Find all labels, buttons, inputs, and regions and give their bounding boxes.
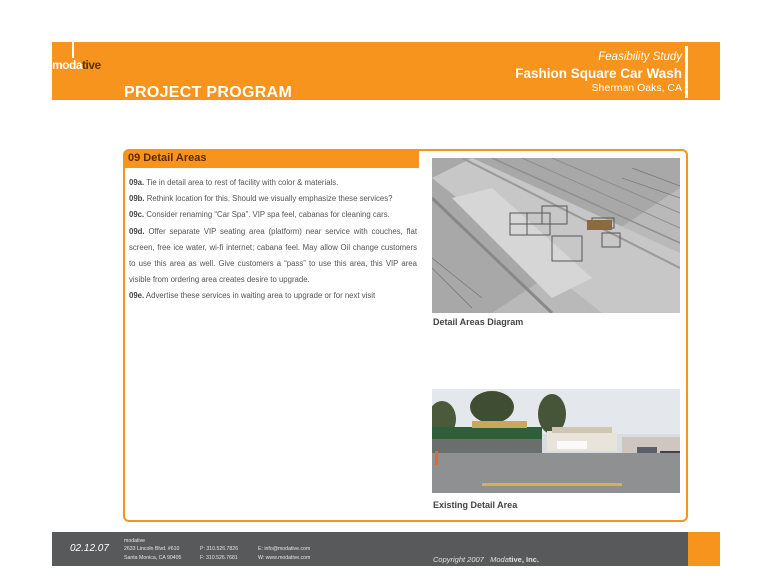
page-title: PROJECT PROGRAM [124,84,293,101]
footer-email[interactable]: E: info@modative.com [258,546,311,552]
note-label: 09c. [129,210,145,220]
section-title: 09 Detail Areas [128,152,207,164]
footer-address-2: Santa Monica, CA 90405 [124,555,182,561]
note-text: Advertise these services in waiting area to upgrade or for next visit [144,291,376,301]
note-label: 09e. [129,291,145,301]
copyright-text: Copyright 2007 [433,555,484,564]
footer-company: modative [124,538,146,544]
logo-part-1: moda [52,58,83,72]
note-item [129,224,417,289]
note-label: 09a. [129,178,145,187]
note-text: Tie in detail area to rest of facility with color & materials. [144,178,339,187]
note-label: 09b. [129,194,145,204]
footer-web[interactable]: W: www.modative.com [258,555,311,561]
note-text: Offer separate VIP seating area (platform) near service with couches, flat screen, free ice water, wi-fi internet; cabana feel. May allow Oil change customers to use this area as well. Give customers a “pass” to use this area, this VIP area visible from ordering area creates desire to upgrade. [129,226,417,285]
note-text: Consider renaming “Car Spa”. VIP spa feel, cabanas for cleaning cars. [144,210,390,220]
logo-part-2: tive [82,58,101,72]
modative-logo [52,58,101,72]
header-divider [72,42,74,58]
existing-caption: Existing Detail Area [433,500,518,510]
study-label: Feasibility Study [598,51,682,63]
footer-fax: F: 310.526.7681 [200,555,238,561]
project-location: Sherman Oaks, CA [591,82,682,94]
footer-copyright [433,555,539,564]
project-name: Fashion Square Car Wash [515,66,682,81]
note-item [129,207,417,223]
copyright-name-rest: tive, Inc. [508,555,539,564]
note-item [129,288,417,304]
copyright-name-italic: Moda [490,555,509,564]
note-text: Rethink location for this. Should we visually emphasize these services? [144,194,393,204]
diagram-caption: Detail Areas Diagram [433,317,524,327]
detail-areas-diagram-image [432,158,680,313]
footer-accent [688,532,720,566]
detail-notes [129,175,417,305]
footer-phone: P: 310.526.7826 [200,546,239,552]
existing-detail-area-photo [432,389,680,493]
header-divider-right [685,46,688,98]
footer-date: 02.12.07 [70,543,109,554]
note-label: 09d. [129,226,145,236]
note-item [129,191,417,207]
note-item [129,175,417,191]
footer-address-1: 2633 Lincoln Blvd. #610 [124,546,180,552]
